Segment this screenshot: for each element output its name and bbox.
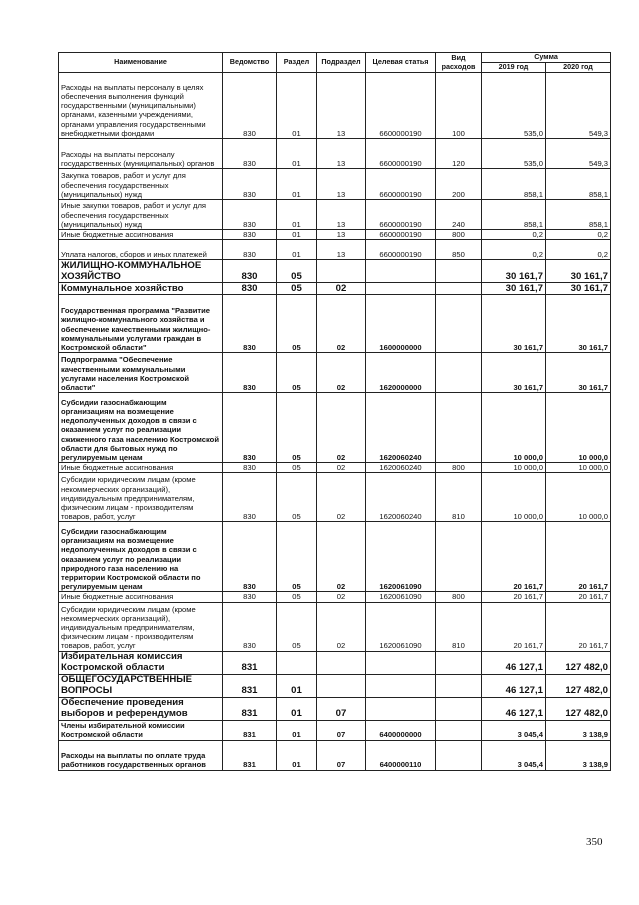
table-row [59,169,611,200]
row-target: 6600000190 [366,139,436,169]
table-row [59,200,611,230]
row-subsection: 02 [317,283,366,295]
row-sum-2020: 30 161,7 [546,353,611,393]
row-target [366,697,436,720]
row-sum-2019: 30 161,7 [482,283,546,295]
row-name: Уплата налогов, сборов и иных платежей [59,240,223,260]
row-subsection: 13 [317,240,366,260]
row-sum-2020: 20 161,7 [546,602,611,651]
row-name: Иные бюджетные ассигнования [59,230,223,240]
row-sum-2020: 858,1 [546,200,611,230]
row-section: 01 [277,674,317,697]
row-target: 1620000000 [366,353,436,393]
row-subsection: 13 [317,169,366,200]
row-subsection: 13 [317,73,366,139]
row-name: Субсидии юридическим лицам (кроме некоммерческих организаций), индивидуальным предпринимателям, физическим лицам - производителям товаров, работ, услуг [59,473,223,522]
row-subsection: 02 [317,473,366,522]
row-type [436,260,482,283]
row-dept: 830 [223,260,277,283]
row-section: 05 [277,473,317,522]
row-target: 6400000000 [366,720,436,740]
row-subsection: 02 [317,353,366,393]
table-row [59,463,611,473]
row-dept: 830 [223,240,277,260]
budget-table [58,52,611,771]
row-sum-2019: 10 000,0 [482,393,546,463]
row-subsection: 13 [317,230,366,240]
row-type: 800 [436,230,482,240]
row-dept: 830 [223,283,277,295]
header-subsection: Подраздел [317,53,366,73]
table-row [59,230,611,240]
row-sum-2020: 0,2 [546,230,611,240]
row-dept: 831 [223,651,277,674]
row-name: Государственная программа "Развитие жилищно-коммунального хозяйства и обеспечение качественными жилищно-коммунальными услугами граждан в Костромской области" [59,295,223,353]
row-type: 100 [436,73,482,139]
row-name: Расходы на выплаты персоналу государственных (муниципальных) органов [59,139,223,169]
row-name: Закупка товаров, работ и услуг для обеспечения государственных (муниципальных) нужд [59,169,223,200]
row-dept: 830 [223,592,277,602]
row-section: 01 [277,720,317,740]
row-section: 01 [277,240,317,260]
row-type: 240 [436,200,482,230]
row-type: 120 [436,139,482,169]
header-target: Целевая статья [366,53,436,73]
row-section: 01 [277,230,317,240]
row-section: 01 [277,73,317,139]
row-section: 05 [277,283,317,295]
row-sum-2019: 0,2 [482,230,546,240]
row-sum-2020: 3 138,9 [546,720,611,740]
row-target: 6600000190 [366,240,436,260]
row-name: ЖИЛИЩНО-КОММУНАЛЬНОЕ ХОЗЯЙСТВО [59,260,223,283]
row-subsection: 02 [317,393,366,463]
row-sum-2019: 535,0 [482,73,546,139]
row-target [366,260,436,283]
row-sum-2019: 10 000,0 [482,463,546,473]
row-name: Расходы на выплаты персоналу в целях обеспечения выполнения функций государственными (муниципальными) органами, казенными учреждениями, органами управления государственными внебюджетными фондами [59,73,223,139]
row-target: 1600000000 [366,295,436,353]
row-dept: 831 [223,720,277,740]
row-dept: 831 [223,674,277,697]
row-type [436,283,482,295]
row-subsection [317,651,366,674]
row-sum-2020: 127 482,0 [546,674,611,697]
row-type: 800 [436,592,482,602]
table-row [59,674,611,697]
row-sum-2020: 10 000,0 [546,473,611,522]
header-2019: 2019 год [482,63,546,73]
row-target: 1620061090 [366,602,436,651]
row-sum-2019: 858,1 [482,169,546,200]
row-target: 6600000190 [366,169,436,200]
row-subsection: 02 [317,295,366,353]
row-sum-2019: 46 127,1 [482,651,546,674]
row-dept: 830 [223,200,277,230]
row-name: ОБЩЕГОСУДАРСТВЕННЫЕ ВОПРОСЫ [59,674,223,697]
row-subsection [317,674,366,697]
row-type: 800 [436,463,482,473]
row-type [436,353,482,393]
row-name: Подпрограмма "Обеспечение качественными коммунальными услугами населения Костромской области" [59,353,223,393]
row-dept: 831 [223,740,277,770]
table-row [59,260,611,283]
row-section: 05 [277,295,317,353]
table-row [59,697,611,720]
row-sum-2019: 46 127,1 [482,697,546,720]
row-type [436,697,482,720]
row-dept: 830 [223,295,277,353]
row-sum-2019: 10 000,0 [482,473,546,522]
header-type: Вид расходов [436,53,482,73]
table-row [59,295,611,353]
row-type [436,522,482,592]
table-row [59,393,611,463]
row-section: 05 [277,522,317,592]
row-name: Обеспечение проведения выборов и референдумов [59,697,223,720]
row-dept: 830 [223,230,277,240]
header-sum: Сумма [482,53,611,63]
row-sum-2020: 10 000,0 [546,463,611,473]
row-type: 200 [436,169,482,200]
row-sum-2020: 858,1 [546,169,611,200]
row-subsection: 02 [317,522,366,592]
row-dept: 830 [223,473,277,522]
row-name: Субсидии юридическим лицам (кроме некоммерческих организаций), индивидуальным предпринимателям, физическим лицам - производителям товаров, работ, услуг [59,602,223,651]
row-type: 810 [436,602,482,651]
row-target: 1620060240 [366,463,436,473]
row-subsection: 02 [317,463,366,473]
row-section [277,651,317,674]
row-sum-2019: 20 161,7 [482,602,546,651]
row-name: Члены избирательной комиссии Костромской области [59,720,223,740]
table-row [59,473,611,522]
row-target: 1620060240 [366,473,436,522]
header-name: Наименование [59,53,223,73]
row-section: 05 [277,353,317,393]
row-name: Иные бюджетные ассигнования [59,463,223,473]
row-name: Иные закупки товаров, работ и услуг для обеспечения государственных (муниципальных) нужд [59,200,223,230]
row-dept: 830 [223,73,277,139]
row-subsection: 07 [317,697,366,720]
header-dept: Ведомство [223,53,277,73]
row-section: 01 [277,200,317,230]
header-2020: 2020 год [546,63,611,73]
row-sum-2020: 20 161,7 [546,522,611,592]
row-target: 6600000190 [366,200,436,230]
row-section: 05 [277,393,317,463]
row-section: 01 [277,139,317,169]
table-row [59,73,611,139]
row-sum-2019: 30 161,7 [482,295,546,353]
row-target: 1620060240 [366,393,436,463]
row-sum-2019: 20 161,7 [482,522,546,592]
page-number: 350 [586,836,603,848]
row-dept: 831 [223,697,277,720]
row-sum-2020: 549,3 [546,139,611,169]
row-section: 01 [277,697,317,720]
row-sum-2020: 10 000,0 [546,393,611,463]
row-sum-2019: 3 045,4 [482,720,546,740]
row-target [366,674,436,697]
row-target: 1620061090 [366,522,436,592]
row-sum-2020: 549,3 [546,73,611,139]
row-name: Коммунальное хозяйство [59,283,223,295]
row-section: 05 [277,592,317,602]
row-subsection [317,260,366,283]
row-section: 01 [277,740,317,770]
header-section: Раздел [277,53,317,73]
row-sum-2019: 30 161,7 [482,353,546,393]
table-row [59,740,611,770]
row-subsection: 07 [317,740,366,770]
row-dept: 830 [223,353,277,393]
row-sum-2019: 858,1 [482,200,546,230]
row-section: 05 [277,602,317,651]
row-type [436,295,482,353]
row-name: Избирательная комиссия Костромской области [59,651,223,674]
row-type [436,651,482,674]
table-row [59,720,611,740]
row-type: 810 [436,473,482,522]
row-type [436,674,482,697]
row-target: 6400000110 [366,740,436,770]
row-dept: 830 [223,602,277,651]
row-section: 05 [277,463,317,473]
row-type [436,393,482,463]
row-sum-2019: 30 161,7 [482,260,546,283]
row-sum-2020: 0,2 [546,240,611,260]
table-row [59,240,611,260]
row-sum-2019: 0,2 [482,240,546,260]
row-target: 6600000190 [366,73,436,139]
row-sum-2020: 30 161,7 [546,295,611,353]
table-row [59,353,611,393]
row-name: Субсидии газоснабжающим организациям на возмещение недополученных доходов в связи с оказанием услуг по реализации природного газа населению на территории Костромской области по регулируемым ценам [59,522,223,592]
row-dept: 830 [223,139,277,169]
row-dept: 830 [223,393,277,463]
table-row [59,283,611,295]
row-target [366,283,436,295]
row-subsection: 02 [317,602,366,651]
row-type [436,740,482,770]
row-name: Субсидии газоснабжающим организациям на возмещение недополученных доходов в связи с оказанием услуг по реализации сжиженного газа населению Костромской области для бытовых нужд по регулируемым ценам [59,393,223,463]
row-sum-2019: 46 127,1 [482,674,546,697]
row-sum-2020: 30 161,7 [546,283,611,295]
row-dept: 830 [223,463,277,473]
row-sum-2019: 3 045,4 [482,740,546,770]
row-section: 01 [277,169,317,200]
row-dept: 830 [223,522,277,592]
row-sum-2019: 20 161,7 [482,592,546,602]
table-row [59,139,611,169]
row-type: 850 [436,240,482,260]
row-sum-2020: 127 482,0 [546,697,611,720]
row-section: 05 [277,260,317,283]
row-target: 6600000190 [366,230,436,240]
row-subsection: 13 [317,200,366,230]
row-target: 1620061090 [366,592,436,602]
row-sum-2020: 127 482,0 [546,651,611,674]
row-subsection: 02 [317,592,366,602]
row-dept: 830 [223,169,277,200]
table-row [59,592,611,602]
table-row [59,602,611,651]
row-name: Иные бюджетные ассигнования [59,592,223,602]
row-sum-2020: 20 161,7 [546,592,611,602]
row-sum-2019: 535,0 [482,139,546,169]
row-target [366,651,436,674]
table-row [59,651,611,674]
row-sum-2020: 30 161,7 [546,260,611,283]
row-subsection: 13 [317,139,366,169]
row-subsection: 07 [317,720,366,740]
row-sum-2020: 3 138,9 [546,740,611,770]
row-type [436,720,482,740]
row-name: Расходы на выплаты по оплате труда работников государственных органов [59,740,223,770]
table-row [59,522,611,592]
